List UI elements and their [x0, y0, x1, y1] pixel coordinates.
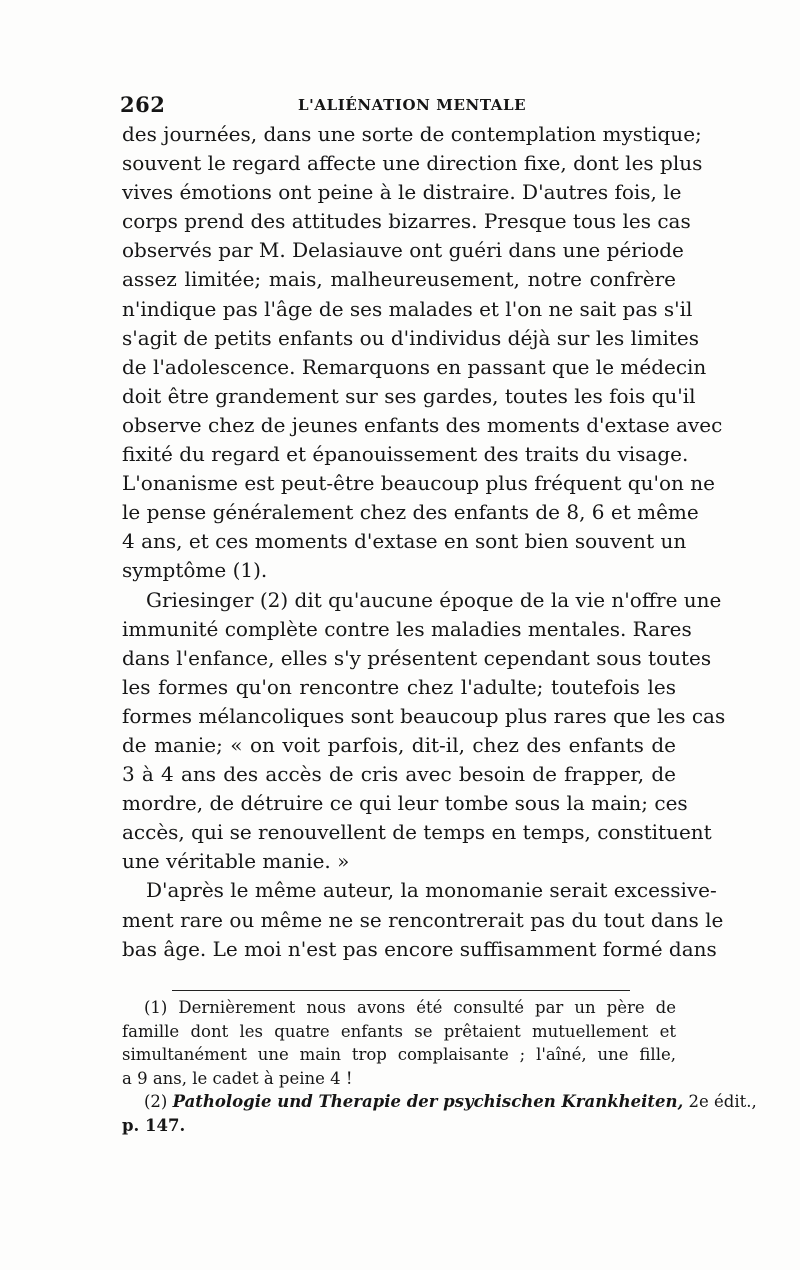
body-text [122, 120, 726, 964]
text-line: observe chez de jeunes enfants des moments d'extase avec [122, 412, 723, 437]
paragraph-start-line: D'après le même auteur, la monomanie serait excessive- [146, 878, 717, 903]
text-line: observés par M. Delasiauve ont guéri dans une période [122, 238, 684, 263]
text-line: de manie; « on voit parfois, dit-il, chez des enfants de [122, 732, 676, 757]
footnote-divider [172, 990, 630, 991]
text-line: immunité complète contre les maladies mentales. Rares [122, 616, 692, 641]
text-line: 3 à 4 ans des accès de cris avec besoin de frapper, de [122, 762, 676, 787]
footnote-reference [122, 1090, 757, 1114]
text-line: doit être grandement sur ses gardes, toutes les fois qu'il [122, 383, 696, 408]
text-line: souvent le regard affecte une direction fixe, dont les plus [122, 151, 703, 176]
running-title: L'ALIÉNATION MENTALE [298, 96, 527, 114]
footnotes [122, 996, 757, 1137]
footnote-line: a 9 ans, le cadet à peine 4 ! [122, 1068, 353, 1088]
footnote-prefix: (2) [144, 1092, 173, 1111]
paragraph-start-line: Griesinger (2) dit qu'aucune époque de la vie n'offre une [146, 587, 722, 612]
text-line: s'agit de petits enfants ou d'individus déjà sur les limites [122, 325, 699, 350]
footnote-line: (1) Dernièrement nous avons été consulté par un père de [144, 998, 676, 1017]
text-line: le pense généralement chez des enfants de 8, 6 et même [122, 500, 699, 525]
text-line: mordre, de détruire ce qui leur tombe sous la main; ces [122, 791, 688, 816]
text-line: L'onanisme est peut-être beaucoup plus fréquent qu'on ne [122, 471, 715, 496]
text-line: 4 ans, et ces moments d'extase en sont bien souvent un [122, 529, 687, 554]
paragraph-end-line: une véritable manie. » [122, 849, 350, 874]
cited-work-title: Pathologie und Therapie der psychischen Krankheiten, [172, 1092, 684, 1111]
text-line: accès, qui se renouvellent de temps en temps, constituent [122, 820, 712, 845]
text-line: formes mélancoliques sont beaucoup plus rares que les cas [122, 703, 726, 728]
paragraph-end-line: symptôme (1). [122, 558, 268, 583]
text-line: des journées, dans une sorte de contemplation mystique; [122, 122, 702, 146]
text-line: assez limitée; mais, malheureusement, notre confrère [122, 267, 676, 292]
text-line: n'indique pas l'âge de ses malades et l'on ne sait pas s'il [122, 296, 693, 321]
text-line: les formes qu'on rencontre chez l'adulte; toutefois les [122, 674, 676, 699]
text-line: dans l'enfance, elles s'y présentent cependant sous toutes [122, 645, 712, 670]
text-line: vives émotions ont peine à le distraire. D'autres fois, le [122, 180, 682, 205]
running-header [120, 92, 680, 118]
footnote-line: famille dont les quatre enfants se prêtaient mutuellement et [122, 1021, 676, 1041]
text-line: de l'adolescence. Remarquons en passant que le médecin [122, 354, 707, 379]
text-line: corps prend des attitudes bizarres. Presque tous les cas [122, 209, 691, 234]
page-number: 262 [120, 92, 166, 117]
text-line: bas âge. Le moi n'est pas encore suffisamment formé dans [122, 936, 717, 961]
footnote-line: simultanément une main trop complaisante ; l'aîné, une fille, [122, 1045, 676, 1064]
text-line: ment rare ou même ne se rencontrerait pas du tout dans le [122, 907, 724, 932]
edition-info: 2e édit., [683, 1092, 757, 1111]
footnote-page-ref: p. 147. [122, 1115, 186, 1135]
text-line: fixité du regard et épanouissement des traits du visage. [122, 442, 689, 467]
